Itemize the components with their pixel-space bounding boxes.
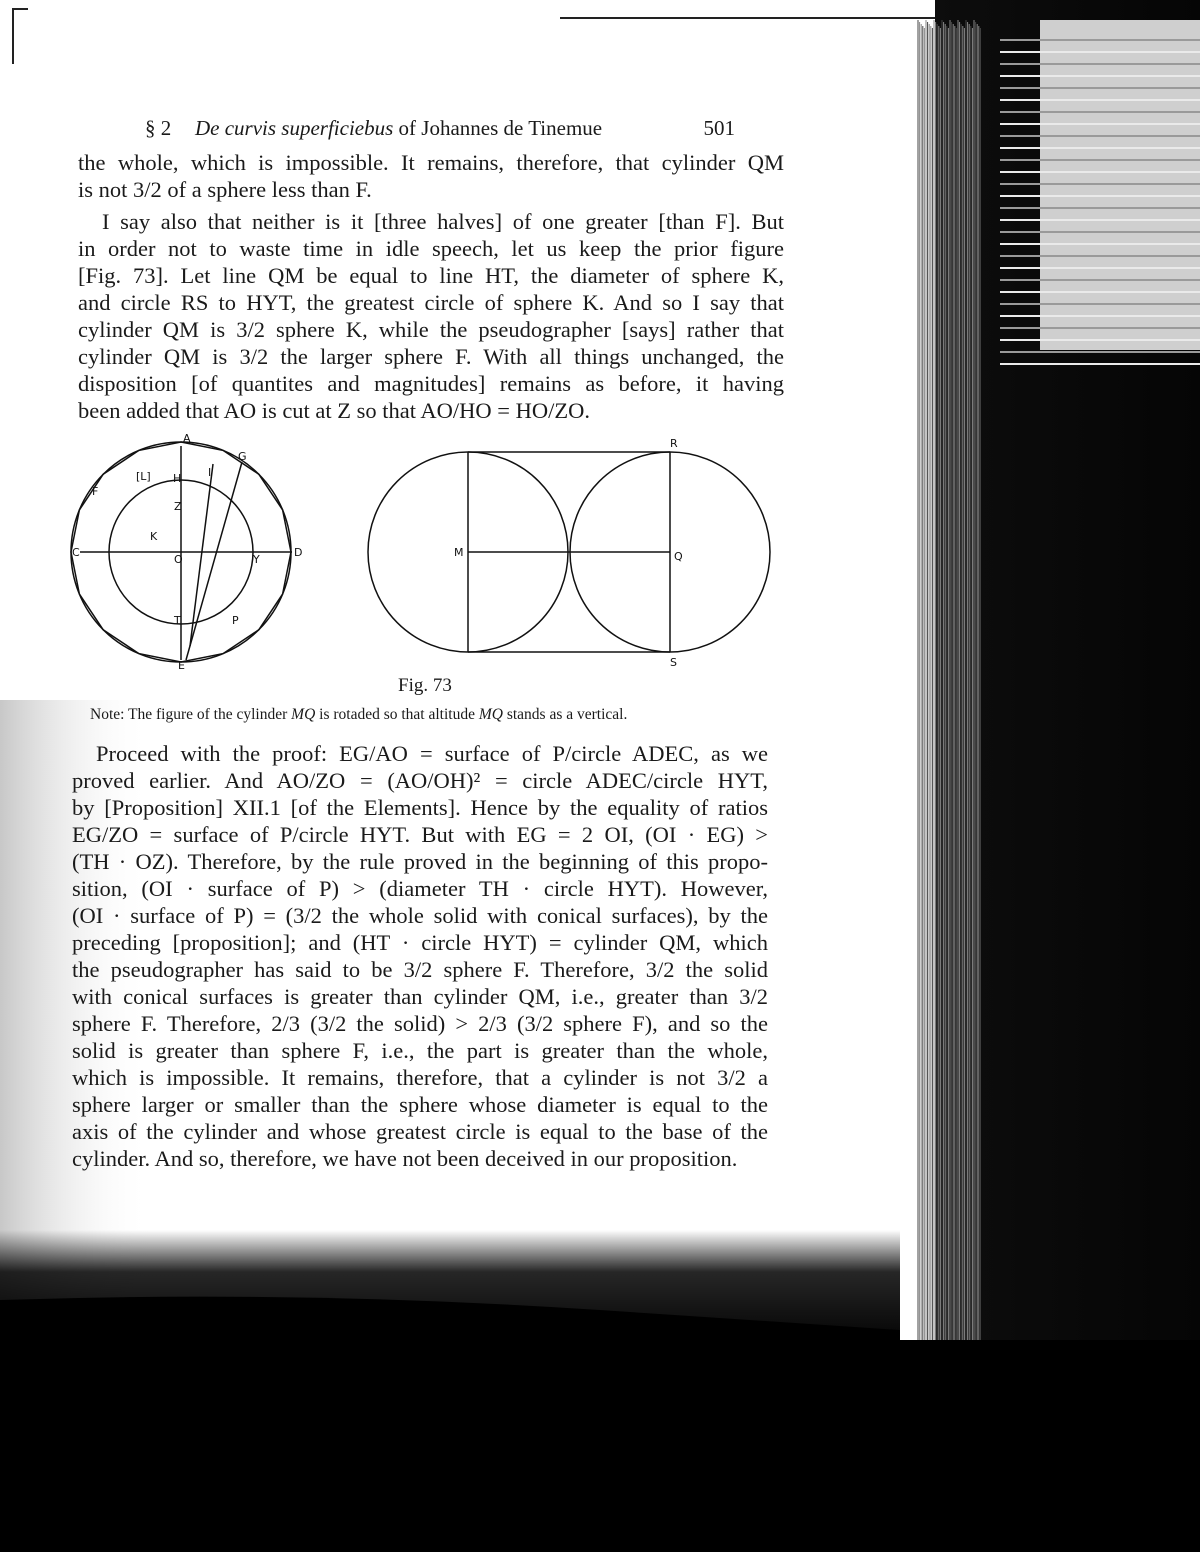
text-line: the pseudographer has said to be 3/2 sphere F. Therefore, 3/2 the solid	[72, 957, 768, 982]
figure-note	[90, 706, 760, 724]
line-e-g	[186, 462, 242, 660]
text-line: EG/ZO = surface of P/circle HYT. But with EG = 2 OI, (OI · EG) >	[72, 822, 768, 847]
note-mq: MQ	[478, 706, 503, 723]
text-line: preceding [proposition]; and (HT · circle HYT) = cylinder QM, which	[72, 930, 768, 955]
label-p: P	[232, 614, 239, 627]
figure-73	[70, 432, 790, 672]
paragraph-1	[78, 149, 784, 203]
note-text: stands as a vertical.	[502, 706, 628, 723]
label-k: K	[150, 530, 158, 543]
text-line: sphere larger or smaller than the sphere whose diameter is equal to the	[72, 1092, 768, 1117]
label-t: T	[174, 614, 181, 627]
label-e: E	[178, 659, 185, 672]
text-line: the whole, which is impossible. It remains, therefore, that cylinder QM	[78, 150, 784, 175]
text-line: sphere F. Therefore, 2/3 (3/2 the solid) > 2/3 (3/2 sphere F), and so the	[72, 1011, 768, 1036]
label-o: O	[174, 553, 183, 566]
note-text: is rotaded so that altitude	[315, 706, 479, 723]
text-line: sition, (OI · surface of P) > (diameter TH · circle HYT). However,	[72, 876, 768, 901]
label-f: F	[92, 485, 99, 498]
text-line: by [Proposition] XII.1 [of the Elements]. Hence by the equality of ratios	[72, 795, 768, 820]
label-l: [L]	[136, 470, 151, 483]
note-mq: MQ	[291, 706, 316, 723]
label-y: Y	[253, 553, 260, 566]
text-line: been added that AO is cut at Z so that AO/HO = HO/ZO.	[78, 398, 590, 423]
text-line: and circle RS to HYT, the greatest circle of sphere K. And so I say that	[78, 290, 784, 315]
running-title	[195, 116, 602, 141]
label-r: R	[670, 437, 678, 450]
text-line: (OI · surface of P) = (3/2 the whole solid with conical surfaces), by the	[72, 903, 768, 928]
text-line: in order not to waste time in idle speech, let us keep the prior figure	[78, 236, 784, 261]
text-line: cylinder. And so, therefore, we have not been deceived in our proposition.	[72, 1146, 738, 1171]
label-h: H	[173, 472, 182, 485]
text-line: Proceed with the proof: EG/AO = surface of P/circle ADEC, as we	[96, 741, 768, 766]
figure-caption: Fig. 73	[398, 675, 452, 696]
running-header	[145, 116, 735, 146]
text-line: with conical surfaces is greater than cylinder QM, i.e., greater than 3/2	[72, 984, 768, 1009]
label-c: C	[72, 546, 80, 559]
text-line: which is impossible. It remains, therefore, that a cylinder is not 3/2 a	[72, 1065, 768, 1090]
text-line: axis of the cylinder and whose greatest circle is equal to the base of the	[72, 1119, 768, 1144]
paragraph-3	[72, 740, 768, 1172]
label-d: D	[294, 546, 303, 559]
label-a: A	[183, 432, 191, 445]
label-i: I	[208, 466, 212, 479]
label-g: G	[238, 450, 247, 463]
label-m: M	[454, 546, 464, 559]
running-title-italic: De curvis superficiebus	[195, 116, 394, 140]
text-line: cylinder QM is 3/2 the larger sphere F. With all things unchanged, the	[78, 344, 784, 369]
text-line: disposition [of quantites and magnitudes] remains as before, it having	[78, 371, 784, 396]
section-number: § 2	[145, 116, 172, 140]
running-title-rest: of Johannes de Tinemue	[393, 116, 603, 140]
text-line: (TH · OZ). Therefore, by the rule proved in the beginning of this propo-	[72, 849, 768, 874]
label-z: Z	[174, 500, 182, 513]
label-q: Q	[674, 550, 683, 563]
label-s: S	[670, 656, 677, 669]
text-line: [Fig. 73]. Let line QM be equal to line HT, the diameter of sphere K,	[78, 263, 784, 288]
text-line: I say also that neither is it [three halves] of one greater [than F]. But	[102, 209, 784, 234]
page-number: 501	[703, 116, 735, 140]
text-line: solid is greater than sphere F, i.e., the part is greater than the whole,	[72, 1038, 768, 1063]
note-text: Note: The figure of the cylinder	[90, 706, 292, 723]
text-line: is not 3/2 of a sphere less than F.	[78, 177, 372, 202]
paragraph-2	[78, 208, 784, 424]
text-line: cylinder QM is 3/2 sphere K, while the pseudographer [says] rather that	[78, 317, 784, 342]
text-line: proved earlier. And AO/ZO = (AO/OH)² = circle ADEC/circle HYT,	[72, 768, 768, 793]
